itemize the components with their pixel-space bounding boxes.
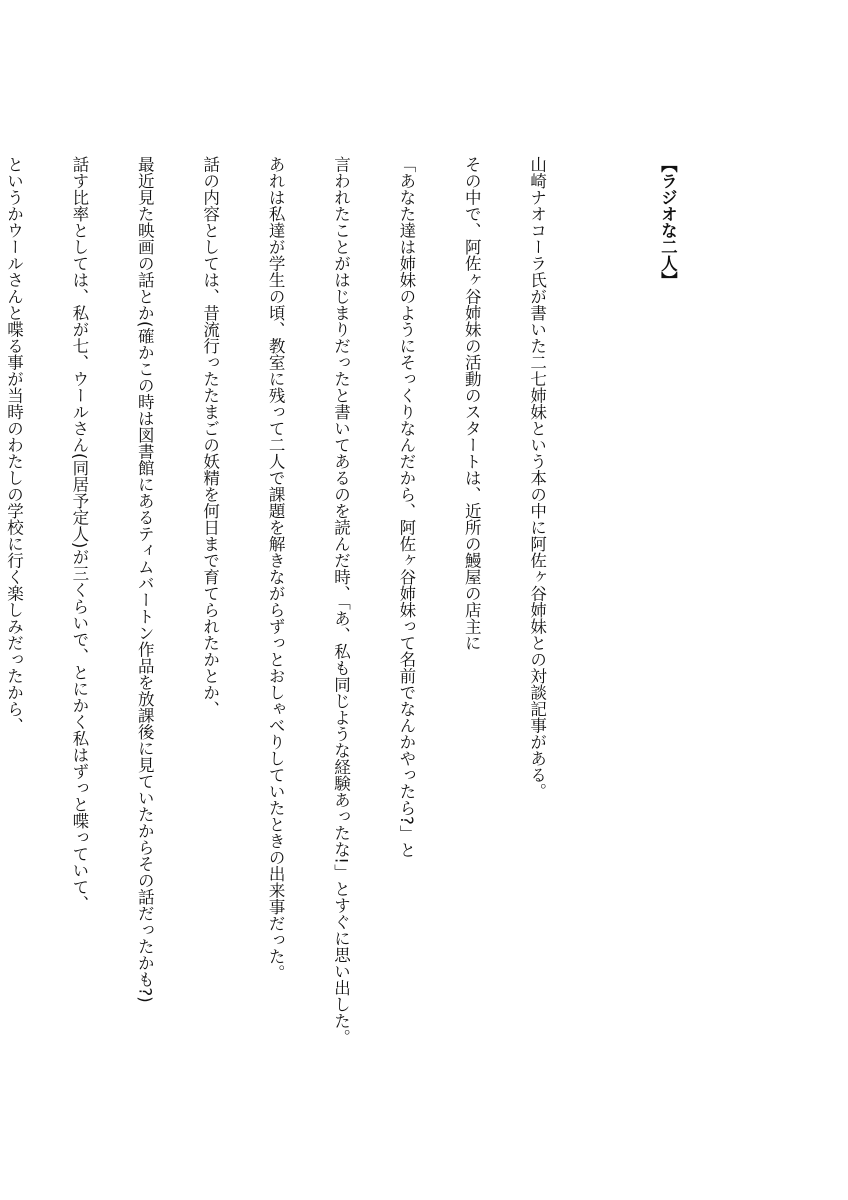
essay-line: 山崎ナオコーラ氏が書いた二七姉妹という本の中に阿佐ヶ谷姉妹との対談記事がある。 [527,156,547,800]
essay-line: 話す比率としては、私が七、ウールさん(同居予定人)が三くらいで、とにかく私はずっと喋っていて、 [69,156,89,912]
vertical-text-block [0,156,722,1076]
essay-line: というかウールさんと喋る事が当時のわたしの学校に行く楽しみだったから、 [4,156,24,734]
essay-line: 言われたことがはじまりだったと書いてあるのを読んだ時、「あ、私も同じような経験あったな!」とすぐに思い出した。 [331,156,351,1046]
essay-title: 【ラジオな二人】 [658,156,678,288]
essay-line: その中で、阿佐ヶ谷姉妹の活動のスタートは、近所の鰻屋の店主に [462,156,482,651]
essay-line: あれは私達が学生の頃、教室に残って二人で課題を解きながらずっとおしゃべりしていたときの出来事だった。 [266,156,286,981]
spacer [591,156,613,1076]
essay-line: 話の内容としては、昔流行ったたまごの妖精を何日まで育てられたかとか、 [200,156,220,717]
essay-line: 最近見た映画の話とか(確かこの時は図書館にあるティムバートン作品を放課後に見ていたからその話だったかも?) [135,156,155,1003]
essay-line: 「あなた達は姉妹のようにそっくりなんだから、阿佐ヶ谷姉妹って名前でなんかやったら?」と [396,156,416,858]
